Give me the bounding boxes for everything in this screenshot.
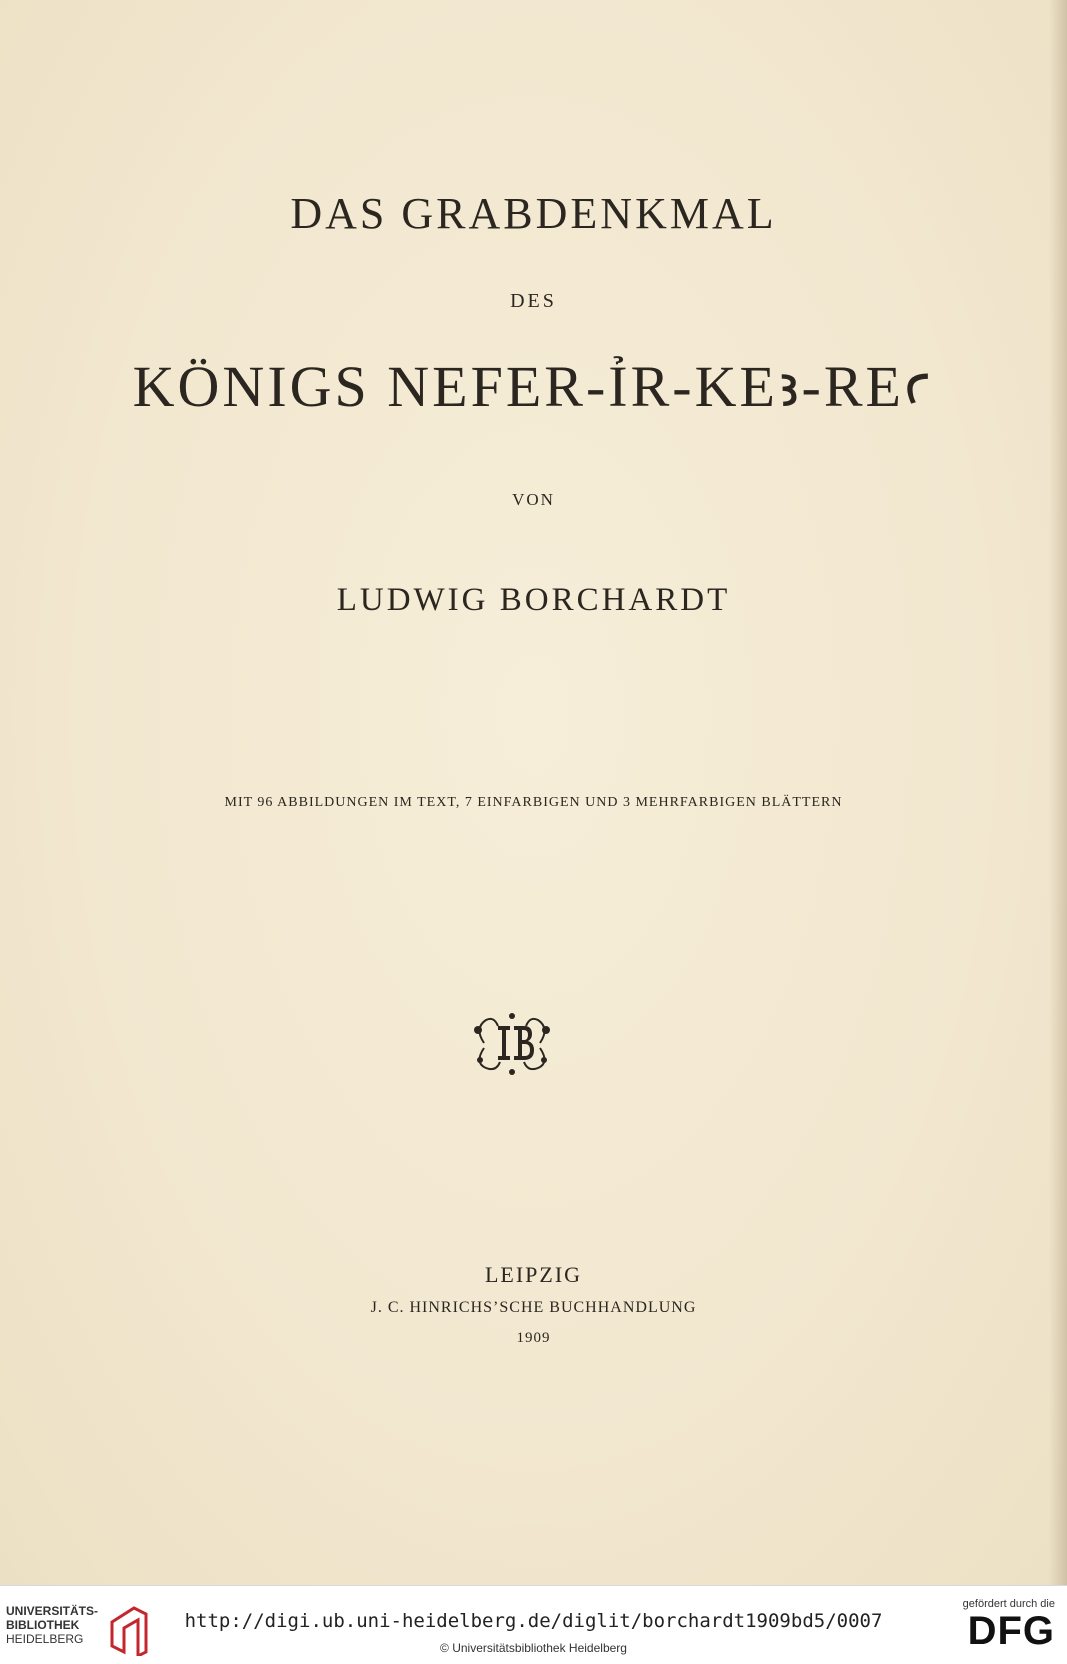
funding-note: gefördert durch die (962, 1598, 1055, 1610)
dfg-logo[interactable] (915, 1598, 1055, 1658)
title-line-2: KÖNIGS NEFER-ỈR-KEꜣ-REꜥ (132, 354, 935, 419)
dfg-wordmark: DFG (967, 1609, 1055, 1653)
library-name-line-3: HEIDELBERG (6, 1632, 84, 1646)
library-name-line-2: BIBLIOTHEK (6, 1618, 80, 1632)
copyright-notice: © Universitätsbibliothek Heidelberg (440, 1641, 627, 1655)
library-name-line-1: UNIVERSITÄTS- (6, 1604, 99, 1618)
viewer-footer (0, 1585, 1067, 1664)
title-line-1: DAS GRABDENKMAL (290, 189, 777, 238)
permalink-url[interactable]: http://digi.ub.uni-heidelberg.de/diglit/borchardt1909bd5/0007 (184, 1610, 883, 1632)
publication-city: LEIPZIG (484, 1262, 583, 1287)
author-prefix: VON (512, 490, 555, 509)
publisher-monogram-icon (464, 1008, 560, 1078)
author-name: LUDWIG BORCHARDT (336, 582, 731, 618)
publication-year: 1909 (516, 1330, 551, 1346)
illustrations-note: MIT 96 ABBILDUNGEN IM TEXT, 7 EINFARBIGEN UND 3 MEHRFARBIGEN BLÄTTERN (224, 795, 843, 810)
publisher-name: J. C. HINRICHS’SCHE BUCHHANDLUNG (370, 1299, 697, 1316)
title-connector: DES (510, 290, 557, 312)
